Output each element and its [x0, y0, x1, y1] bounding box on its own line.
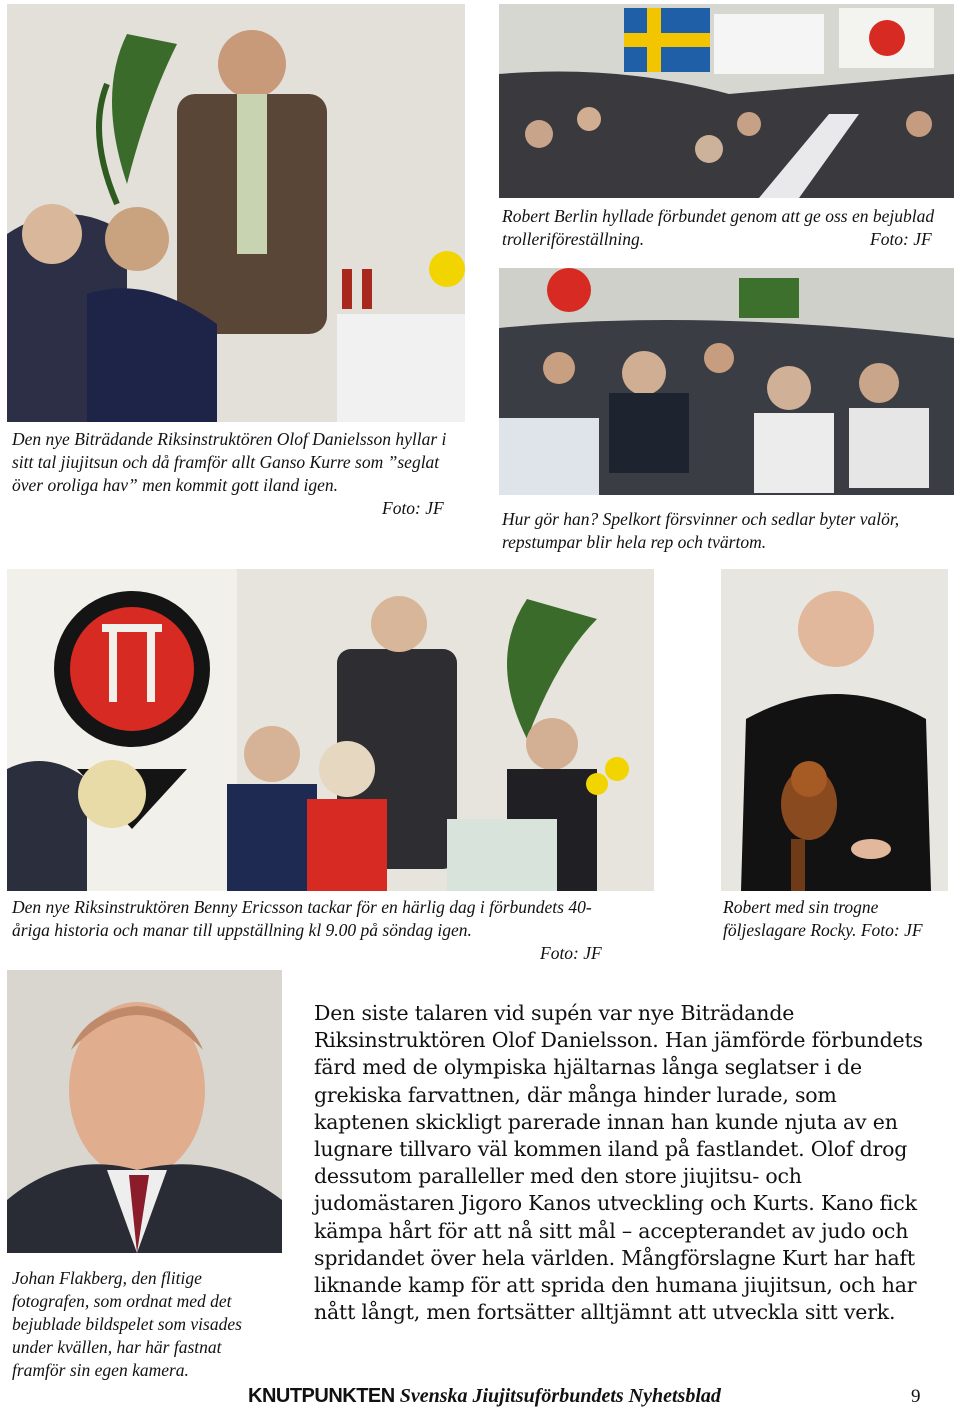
footer-subtitle: Svenska Jiujitsuförbundets Nyhetsblad — [399, 1385, 721, 1407]
photo-audience — [499, 268, 954, 495]
caption-ericsson-text: Den nye Riksinstruktören Benny Ericsson tackar för en härlig dag i förbundets 40-åriga historia och manar till uppställning kl 9.00 på söndag igen. — [12, 897, 592, 940]
photo-rocky — [721, 569, 948, 891]
page-number: 9 — [911, 1386, 921, 1407]
footer-brand: KNUTPUNKTEN — [248, 1385, 395, 1407]
photo-flakberg — [7, 970, 282, 1253]
caption-danielsson-credit: Foto: JF — [382, 498, 444, 518]
caption-flakberg — [12, 1267, 274, 1382]
caption-danielsson-text: Den nye Biträdande Riksinstruktören Olof Danielsson hyllar i sitt tal jiujitsun och då framför allt Ganso Kurre som ”seglat över oroliga hav” men kommit gott iland igen. — [12, 429, 447, 495]
caption-ericsson-credit: Foto: JF — [540, 943, 602, 963]
caption-hurgor — [502, 508, 952, 554]
caption-danielsson — [12, 428, 462, 497]
photo-ericsson-speech — [7, 569, 654, 891]
article-body: Den siste talaren vid supén var nye Biträdande Riksinstruktören Olof Danielsson. Han jämförde förbundets färd med de olympiska hjältarnas långa seglatser i de grekiska farvattnen, där många hinder lurade, som kaptenen skickligt parerade innan han kunde njuta av en lugnare tillvaro väl kommen iland på fastlandet. Olof drog dessutom paralleller med den store jiujitsu- och judomästaren Jigoro Kanos utveckling och Kurts. Kano fick kämpa hårt för att nå sitt mål – accepterandet av judo och spridandet över hela världen. Mångförslagne Kurt har haft liknande kamp för att sprida den humana jiujitsun, och har nått långt, men fortsätter alltjämnt att utveckla sitt verk. — [314, 1001, 923, 1325]
caption-rocky — [723, 896, 953, 942]
caption-berlin-text: Robert Berlin hyllade förbundet genom att ge oss en bejublad trolleriföreställning. — [502, 206, 935, 249]
caption-rocky-credit: Foto: JF — [860, 920, 923, 940]
caption-hurgor-text: Hur gör han? Spelkort försvinner och sedlar byter valör, repstumpar blir hela rep och tvärtom. — [502, 509, 900, 552]
footer — [248, 1385, 721, 1408]
caption-rocky-text: Robert med sin trogne följeslagare Rocky. — [723, 897, 879, 940]
photo-berlin-magic — [499, 4, 954, 198]
photo-danielsson-speech — [7, 4, 465, 422]
caption-ericsson — [12, 896, 624, 942]
caption-flakberg-text: Johan Flakberg, den flitige fotografen, som ordnat med det bejublade bildspelet som visades under kvällen, har här fastnat framför sin egen kamera. — [12, 1268, 242, 1380]
caption-berlin-credit: Foto: JF — [870, 229, 932, 249]
